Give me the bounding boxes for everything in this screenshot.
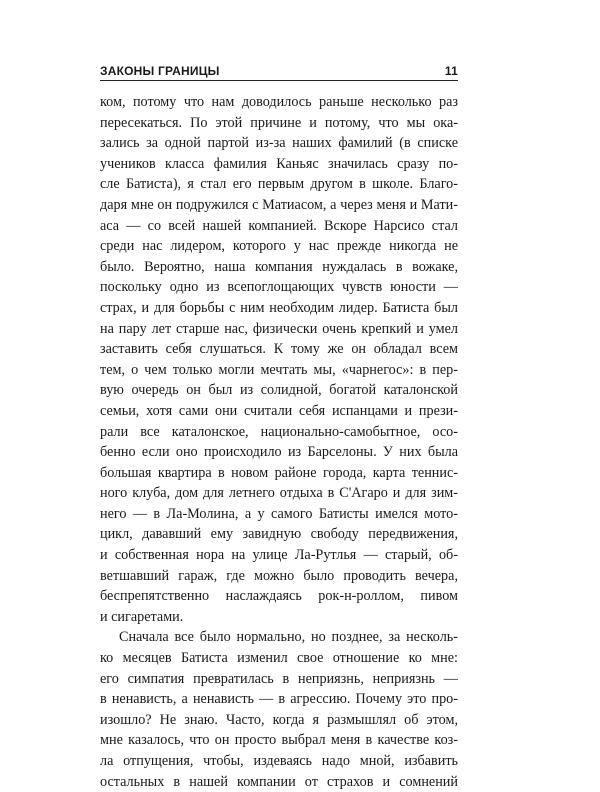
- text-line: заставить себя слушаться. К тому же он обладал всем: [100, 341, 458, 358]
- text-line: и собственная нора на улице Ла-Рутлья — старый, об-: [100, 547, 458, 564]
- running-header: [100, 58, 458, 78]
- text-line: ком, потому что нам доводилось раньше несколько раз: [100, 94, 458, 110]
- text-line: вую очередь он был из солидной, богатой каталонской: [100, 382, 458, 399]
- text-line: зались за одной партой из-за наших фамилий (в списке: [100, 135, 458, 152]
- paragraph-1: [100, 92, 458, 627]
- text-line: него — в Ла-Молина, а у самого Батисты имелся мото-: [100, 505, 458, 522]
- text-line: большая квартира в новом районе города, карта теннис-: [100, 464, 458, 481]
- text-line: остальных в нашей компании от страхов и сомнений: [100, 773, 458, 790]
- text-line: ного клуба, дом для летнего отдыха в С'Агаро и для зим-: [100, 485, 458, 502]
- running-title: ЗАКОНЫ ГРАНИЦЫ: [100, 64, 220, 78]
- text-line: в ненависть, а ненависть — в агрессию. Почему это про-: [100, 691, 458, 708]
- text-line: изошло? Не знаю. Часто, когда я размышлял об этом,: [100, 711, 458, 728]
- text-line: ко месяцев Батиста изменил свое отношение ко мне:: [100, 650, 458, 667]
- text-line: среди нас лидером, которого у нас прежде никогда не: [100, 238, 458, 255]
- body-text: [100, 92, 458, 792]
- text-line: учеников класса фамилия Каньяс значилась сразу по-: [100, 155, 458, 172]
- text-line: цикл, дававший ему завидную свободу передвижения,: [100, 526, 458, 543]
- text-line: на пару лет старше нас, физически очень крепкий и умел: [100, 320, 458, 337]
- text-line: поскольку одно из всепоглощающих чувств юности —: [100, 279, 458, 296]
- text-line: его симпатия превратилась в неприязнь, неприязнь —: [100, 670, 458, 687]
- header-rule: [100, 80, 458, 81]
- text-line: беспрепятственно наслаждаясь рок-н-роллом, пивом: [100, 588, 458, 605]
- text-line: бенно если оно происходило из Барселоны. У них была: [100, 444, 458, 461]
- paragraph-2: [100, 627, 458, 792]
- text-line: страх, и для борьбы с ним необходим лидер. Батиста был: [100, 299, 458, 316]
- page-number: 11: [444, 64, 458, 78]
- text-line: мне казалось, что он просто выбрал меня в качестве коз-: [100, 732, 458, 749]
- text-line: ла отпущения, чтобы, издеваясь надо мной, избавить: [100, 753, 458, 769]
- text-line: пересекаться. По этой причине и потому, что мы ока-: [100, 114, 458, 131]
- text-line: рали все каталонское, национально-самобытное, осо-: [100, 423, 458, 440]
- text-line: семьи, хотя сами они считали себя испанцами и прези-: [100, 402, 458, 419]
- text-line: ветшавший гараж, где можно было проводить вечера,: [100, 567, 458, 584]
- text-line: сле Батиста), я стал его первым другом в школе. Благо-: [100, 176, 458, 193]
- text-line: и сигаретами.: [100, 608, 184, 625]
- text-line: Сначала все было нормально, но позднее, за несколь-: [119, 629, 458, 646]
- text-line: было. Вероятно, наша компания нуждалась в вожаке,: [100, 258, 458, 275]
- text-line: тем, о чем только могли мечтать мы, «чарнегос»: в пер-: [100, 361, 458, 378]
- text-line: даря мне он подружился с Матиасом, а через меня и Мати-: [100, 196, 458, 213]
- text-line: аса — со всей нашей компанией. Вскоре Нарсисо стал: [100, 217, 458, 234]
